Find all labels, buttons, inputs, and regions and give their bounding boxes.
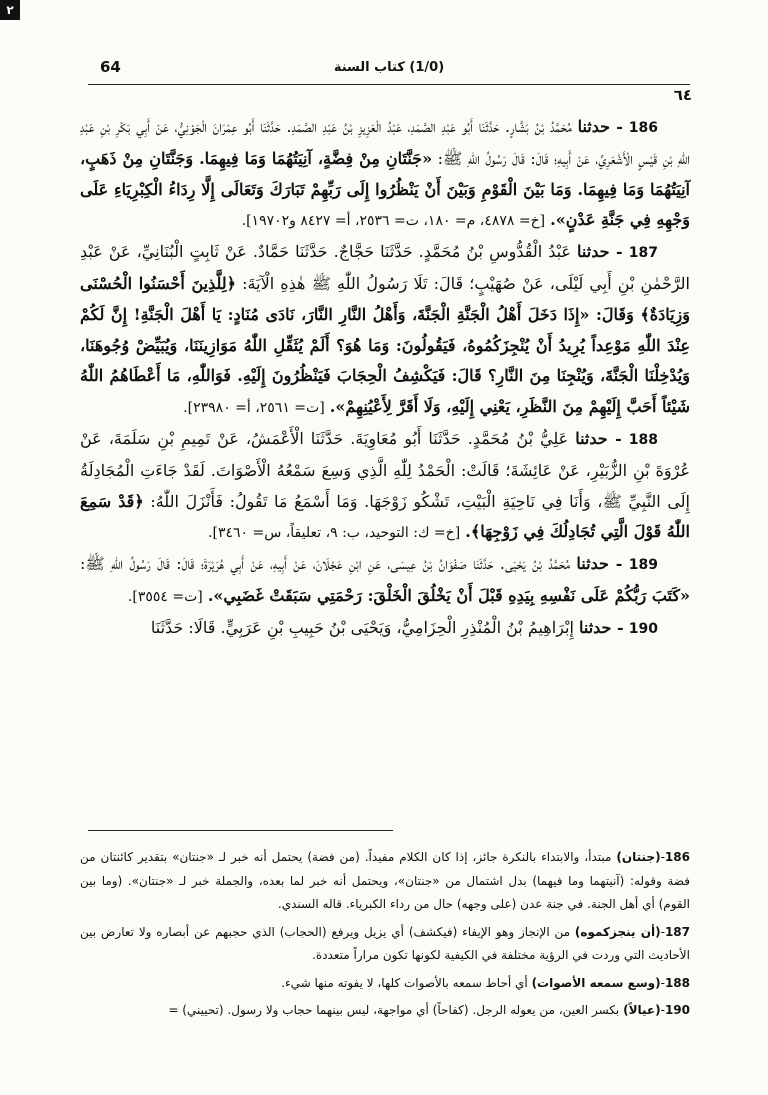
- haddathana-word: حدثنا: [575, 428, 608, 448]
- footnote-dash: -: [660, 975, 665, 990]
- footnote-dash: -: [660, 924, 665, 939]
- footnote-190: [80, 999, 690, 1023]
- takhrij-reference: [ت= ٣٥٥٤].: [127, 588, 203, 605]
- hadith-body: [80, 112, 690, 645]
- header-rule: [88, 84, 690, 85]
- footnote-dash: -: [660, 1003, 665, 1017]
- footnote-headword: (جنتان): [616, 850, 661, 864]
- hadith-187: 187 - حدثنا عَبْدُ الْقُدُّوسِ بْنُ مُحَمَّدٍ. حَدَّثَنَا حَجَّاجٌ. حَدَّثَنَا حَمَّادٌ. عَنْ ثَابِتٍ الْبُنَانِيِّ، عَنْ عَبْدِ الرَّحْمٰنِ بْنِ أَبِي لَيْلَى، عَنْ صُهَيْبٍ؛ قَالَ: تَلَا رَسُولُ اللّٰهِ ﷺ هٰذِهِ الْآيَةَ: ﴿لِلَّذِينَ أَحْسَنُوا الْحُسْنَى وَزِيَادَةٌ﴾ وَقَالَ: «إِذَا دَخَلَ أَهْلُ الْجَنَّةِ الْجَنَّةَ، وَأَهْلُ النَّارِ النَّارَ، نَادَى مُنَادٍ: يَا أَهْلَ الْجَنَّةِ! إِنَّ لَكُمْ عِنْدَ اللّٰهِ مَوْعِداً يُرِيدُ أَنْ يُنْجِزَكُمُوهُ، فَيَقُولُونَ: وَمَا هُوَ؟ أَلَمْ يُثَقِّلِ اللّٰهُ مَوَازِينَنَا، وَيُبَيِّضْ وُجُوهَنَا، وَيُدْخِلْنَا الْجَنَّةَ، وَيُنْجِنَا مِنَ النَّارِ؟ قَالَ: فَيَكْشِفُ الْحِجَابَ فَيَنْظُرُونَ إِلَيْهِ. فَوَاللّٰهِ، مَا أَعْطَاهُمُ اللّٰهُ شَيْئاً أَحَبَّ إِلَيْهِمْ مِنَ النَّظَرِ، يَعْنِي إِلَيْهِ، وَلَا أَقَرَّ لِأَعْيُنِهِمْ». [ت= ٢٥٦١، أ= ٢٣٩٨٠].: [80, 242, 690, 417]
- hadith-number: 186: [628, 120, 658, 136]
- hadith-189: 189 - حدثنا مُحَمَّدُ بْنُ يَحْيَى. حَدَّثَنَا صَفْوَانُ بْنُ عِيسَى، عَنِ ابْنِ عَجْلَانَ، عَنْ أَبِيهِ، عَنْ أَبِي هُرَيْرَةَ؛ قَالَ: قَالَ رَسُولُ اللّٰهِ ﷺ: «كَتَبَ رَبُّكُمْ عَلَى نَفْسِهِ بِيَدِهِ قَبْلَ أَنْ يَخْلُقَ الْخَلْقَ: رَحْمَتِي سَبَقَتْ غَضَبِي». [ت= ٣٥٥٤].: [80, 554, 690, 605]
- footnote-text: مبتدأ، والابتداء بالنكرة جائز، إذا كان الكلام مفيداً. (من فضة) يحتمل أنه خبر لـ «جنتان» بتقدير كائنتان من فضة وقوله: (آنيتهما وما فيهما) بدل اشتمال من «جنتان»، ويحتمل أنه خبر لما بعده، والجملة خبر لـ «جنتان». (وما بين القوم) أي أهل الجنة. في جنة عدن (على وجهه) حال من رداء الكبرياء. قاله السندي.: [80, 850, 690, 911]
- page-header: [88, 58, 690, 82]
- footnote-number: 188: [664, 975, 690, 990]
- haddathana-word: حدثنا: [576, 554, 609, 574]
- isnad: عَلِيُّ بْنُ مُحَمَّدٍ. حَدَّثَنَا أَبُو مُعَاوِيَةَ. حَدَّثَنَا الْأَعْمَشُ، عَنْ تَمِيمِ بْنِ سَلَمَةَ، عَنْ عُرْوَةَ بْنِ الزُّبَيْرِ، عَنْ عَائِشَةَ؛ قَالَتْ: الْحَمْدُ لِلّٰهِ الَّذِي وَسِعَ سَمْعُهُ الْأَصْوَاتَ. لَقَدْ جَاءَتِ الْمُجَادِلَةُ إِلَى النَّبِيِّ ﷺ، وَأَنَا فِي نَاحِيَةِ الْبَيْتِ، تَشْكُو زَوْجَهَا. وَمَا أَسْمَعُ مَا تَقُولُ: فَأَنْزَلَ اللّٰهُ:: [80, 428, 690, 511]
- matn: ﴿لِلَّذِينَ أَحْسَنُوا الْحُسْنَى وَزِيَادَةٌ﴾ وَقَالَ: «إِذَا دَخَلَ أَهْلُ الْجَنَّةِ الْجَنَّةَ، وَأَهْلُ النَّارِ النَّارَ، نَادَى مُنَادٍ: يَا أَهْلَ الْجَنَّةِ! إِنَّ لَكُمْ عِنْدَ اللّٰهِ مَوْعِداً يُرِيدُ أَنْ يُنْجِزَكُمُوهُ، فَيَقُولُونَ: وَمَا هُوَ؟ أَلَمْ يُثَقِّلِ اللّٰهُ مَوَازِينَنَا، وَيُبَيِّضْ وُجُوهَنَا، وَيُدْخِلْنَا الْجَنَّةَ، وَيُنْجِنَا مِنَ النَّارِ؟ قَالَ: فَيَكْشِفُ الْحِجَابَ فَيَنْظُرُونَ إِلَيْهِ. فَوَاللّٰهِ، مَا أَعْطَاهُمُ اللّٰهُ شَيْئاً أَحَبَّ إِلَيْهِمْ مِنَ النَّظَرِ، يَعْنِي إِلَيْهِ، وَلَا أَقَرَّ لِأَعْيُنِهِمْ».: [80, 273, 690, 417]
- hadith-188: 188 - حدثنا عَلِيُّ بْنُ مُحَمَّدٍ. حَدَّثَنَا أَبُو مُعَاوِيَةَ. حَدَّثَنَا الْأَعْمَشُ، عَنْ تَمِيمِ بْنِ سَلَمَةَ، عَنْ عُرْوَةَ بْنِ الزُّبَيْرِ، عَنْ عَائِشَةَ؛ قَالَتْ: الْحَمْدُ لِلّٰهِ الَّذِي وَسِعَ سَمْعُهُ الْأَصْوَاتَ. لَقَدْ جَاءَتِ الْمُجَادِلَةُ إِلَى النَّبِيِّ ﷺ، وَأَنَا فِي نَاحِيَةِ الْبَيْتِ، تَشْكُو زَوْجَهَا. وَمَا أَسْمَعُ مَا تَقُولُ: فَأَنْزَلَ اللّٰهُ: ﴿قَدْ سَمِعَ اللّٰهُ قَوْلَ الَّتِي تُجَادِلُكَ فِي زَوْجِهَا﴾. [خ= ك: التوحيد، ب: ٩، تعليقاً، س= ٣٤٦٠].: [80, 428, 690, 542]
- isnad: عَبْدُ الْقُدُّوسِ بْنُ مُحَمَّدٍ. حَدَّثَنَا حَجَّاجٌ. حَدَّثَنَا حَمَّادٌ. عَنْ ثَابِتٍ الْبُنَانِيِّ، عَنْ عَبْدِ الرَّحْمٰنِ بْنِ أَبِي لَيْلَى، عَنْ صُهَيْبٍ؛ قَالَ: تَلَا رَسُولُ اللّٰهِ ﷺ هٰذِهِ الْآيَةَ:: [80, 242, 690, 293]
- hadith-number: 188: [628, 431, 658, 448]
- footnote-headword: (أن ينجزكموه): [574, 924, 661, 939]
- takhrij-reference: [ت= ٢٥٦١، أ= ٢٣٩٨٠].: [183, 400, 325, 417]
- footnote-188: [80, 972, 690, 996]
- hadith-number: 187: [628, 245, 658, 262]
- corner-page-tab: ٢: [0, 0, 20, 20]
- matn: «جَنَّتَانِ مِنْ فِضَّةٍ، آنِيَتُهُمَا وَمَا فِيهِمَا. وَجَنَّتَانِ مِنْ ذَهَبٍ، آنِيَتُهُمَا وَمَا فِيهِمَا. وَمَا بَيْنَ الْقَوْمِ وَبَيْنَ أَنْ يَنْظُرُوا إِلَى رَبِّهِمْ تَبَارَكَ وَتَعَالَى إِلَّا رِدَاءُ الْكِبْرِيَاءِ عَلَى وَجْهِهِ فِي جَنَّةِ عَدْنٍ».: [80, 148, 690, 230]
- isnad: إِبْرَاهِيمُ بْنُ الْمُنْذِرِ الْحِزَامِيُّ، وَيَحْيَى بْنُ حَبِيبِ بْنِ عَرَبِيٍّ. قَالَا: حَدَّثَنَا: [150, 617, 574, 637]
- running-title: (1/0) كتاب السنة: [333, 60, 445, 75]
- footnote-headword: (وسع سمعه الأصوات): [531, 975, 661, 990]
- hadith-number: 190: [628, 620, 658, 637]
- haddathana-word: حدثنا: [577, 242, 610, 262]
- matn: «كَتَبَ رَبُّكُمْ عَلَى نَفْسِهِ بِيَدِهِ قَبْلَ أَنْ يَخْلُقَ الْخَلْقَ: رَحْمَتِي سَبَقَتْ غَضَبِي».: [207, 585, 690, 605]
- page-number-arabic: ٦٤: [673, 86, 692, 104]
- hadith-number: 189: [628, 557, 658, 574]
- footnote-dash: -: [660, 850, 665, 864]
- footnotes: [80, 846, 690, 1027]
- footnote-text: من الإنجاز وهو الإيفاء (فيكشف) أي يزيل ويرفع (الحجاب) الذي حجبهم عن أبصاره ولا تعارض بين الأحاديث التي وردت في الرؤية مختلفة في الكيفية لكونها تكون مراراً متعددة.: [80, 924, 690, 962]
- page-number-latin: 64: [100, 58, 121, 76]
- footnote-text: بكسر العين، من يعوله الرجل. (كفاحاً) أي مواجهة، ليس بينهما حجاب ولا رسول. (تحييني) =: [168, 1003, 620, 1017]
- footnote-text: أي أحاط سمعه بالأصوات كلها، لا يفوته منها شيء.: [281, 975, 528, 990]
- footnote-186: [80, 846, 690, 917]
- matn: ﴿قَدْ سَمِعَ اللّٰهُ قَوْلَ الَّتِي تُجَادِلُكَ فِي زَوْجِهَا﴾.: [80, 491, 690, 542]
- footnote-number: 187: [664, 924, 690, 939]
- footnote-number: 190: [664, 1003, 690, 1017]
- isnad: مُحَمَّدُ بْنُ بَشَّارٍ. حَدَّثَنَا أَبُو عَبْدِ الصَّمَدِ، عَبْدُ الْعَزِيزِ بْنُ عَبْدِ الصَّمَدِ. حَدَّثَنَا أَبُو عِمْرَانَ الْجَوْنِيُّ، عَنْ أَبِي بَكْرِ بْنِ عَبْدِ اللّٰهِ بْنِ قَيْسٍ الْأَشْعَرِيِّ، عَنْ أَبِيهِ؛ قَالَ: قَالَ رَسُولُ اللّٰهِ ﷺ:: [80, 117, 691, 168]
- hadith-186: 186 - حدثنا مُحَمَّدُ بْنُ بَشَّارٍ. حَدَّثَنَا أَبُو عَبْدِ الصَّمَدِ، عَبْدُ الْعَزِيزِ بْنُ عَبْدِ الصَّمَدِ. حَدَّثَنَا أَبُو عِمْرَانَ الْجَوْنِيُّ، عَنْ أَبِي بَكْرِ بْنِ عَبْدِ اللّٰهِ بْنِ قَيْسٍ الْأَشْعَرِيِّ، عَنْ أَبِيهِ؛ قَالَ: قَالَ رَسُولُ اللّٰهِ ﷺ: «جَنَّتَانِ مِنْ فِضَّةٍ، آنِيَتُهُمَا وَمَا فِيهِمَا. وَجَنَّتَانِ مِنْ ذَهَبٍ، آنِيَتُهُمَا وَمَا فِيهِمَا. وَمَا بَيْنَ الْقَوْمِ وَبَيْنَ أَنْ يَنْظُرُوا إِلَى رَبِّهِمْ تَبَارَكَ وَتَعَالَى إِلَّا رِدَاءُ الْكِبْرِيَاءِ عَلَى وَجْهِهِ فِي جَنَّةِ عَدْنٍ». [خ= ٤٨٧٨، م= ١٨٠، ت= ٢٥٣٦، أ= ٨٤٢٧ و١٩٧٠٢].: [80, 117, 691, 230]
- takhrij-reference: [خ= ٤٨٧٨، م= ١٨٠، ت= ٢٥٣٦، أ= ٨٤٢٧ و١٩٧٠٢].: [241, 213, 546, 230]
- isnad: مُحَمَّدُ بْنُ يَحْيَى. حَدَّثَنَا صَفْوَانُ بْنُ عِيسَى، عَنِ ابْنِ عَجْلَانَ، عَنْ أَبِيهِ، عَنْ أَبِي هُرَيْرَةَ؛ قَالَ: قَالَ رَسُولُ اللّٰهِ ﷺ:: [80, 554, 571, 574]
- footnote-headword: (عيالاً): [623, 1003, 661, 1017]
- takhrij-reference: [خ= ك: التوحيد، ب: ٩، تعليقاً، س= ٣٤٦٠].: [208, 525, 461, 542]
- haddathana-word: حدثنا: [577, 117, 611, 136]
- hadith-190: 190 - حدثنا إِبْرَاهِيمُ بْنُ الْمُنْذِرِ الْحِزَامِيُّ، وَيَحْيَى بْنُ حَبِيبِ بْنِ عَرَبِيٍّ. قَالَا: حَدَّثَنَا: [150, 617, 658, 637]
- footnote-rule: [88, 830, 393, 831]
- footnote-187: [80, 921, 690, 968]
- footnote-number: 186: [664, 850, 690, 864]
- haddathana-word: حدثنا: [579, 617, 612, 637]
